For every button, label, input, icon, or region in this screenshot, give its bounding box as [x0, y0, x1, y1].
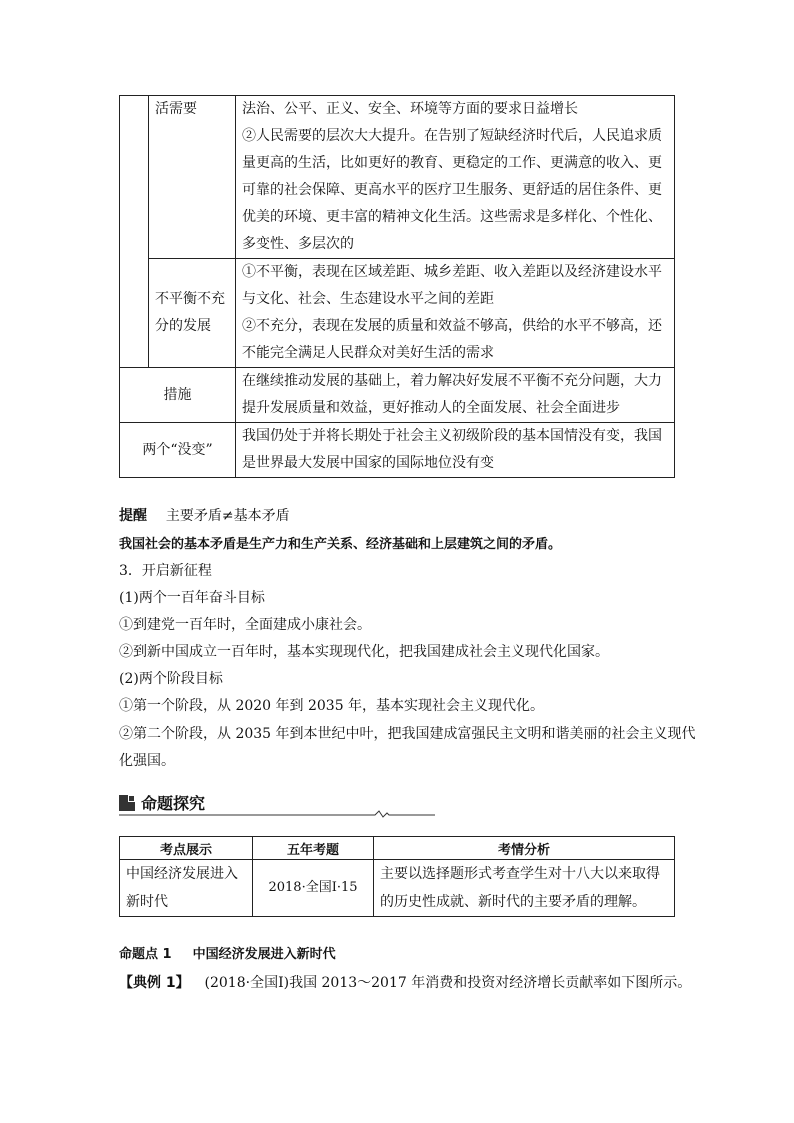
subheading: (2)两个阶段目标 [119, 671, 223, 687]
proposition-label: 命题点 1 [119, 947, 172, 962]
example-tag: 【典例 1】 [119, 975, 190, 991]
row-label [149, 96, 236, 259]
table-row [120, 96, 675, 259]
content-line: 在继续推动发展的基础上，着力解决好发展不平衡不充分问题，大力 [242, 373, 662, 389]
row-label [120, 368, 236, 423]
section-underline [119, 809, 439, 819]
content-line: ②不充分，表现在发展的质量和效益不够高，供给的水平不够高，还 [242, 318, 662, 334]
table-row [120, 860, 675, 917]
content-line: 提升发展质量和效益，更好推动人的全面发展、社会全面进步 [242, 400, 620, 416]
table-row [120, 259, 675, 368]
tip-line [119, 505, 290, 525]
row-label-text: 活需要 [155, 101, 197, 117]
section-header [119, 791, 439, 817]
content-line: 可靠的社会保障、更高水平的医疗卫生服务、更舒适的居住条件、更 [242, 182, 662, 198]
exploration-table [119, 836, 675, 917]
row-content [236, 259, 675, 368]
row-content [236, 423, 675, 478]
table-row [120, 423, 675, 478]
analysis-text: 主要以选择题形式考查学生对十八大以来取得 [380, 866, 660, 882]
row-content [236, 96, 675, 259]
contradiction-table [119, 95, 675, 478]
analysis-text: 的历史性成就、新时代的主要矛盾的理解。 [380, 894, 646, 910]
content-line: ②人民需要的层次大大提升。在告别了短缺经济时代后，人民追求质 [242, 128, 662, 144]
row-label [120, 423, 236, 478]
content-line: 我国仍处于并将长期处于社会主义初级阶段的基本国情没有变，我国 [242, 428, 662, 444]
tip-title: 主要矛盾≠基本矛盾 [165, 508, 290, 524]
content-line: 法治、公平、正义、安全、环境等方面的要求日益增长 [242, 101, 578, 117]
analysis-cell [374, 860, 675, 917]
column-header: 考点展示 [120, 837, 253, 860]
table-header-row [120, 837, 675, 860]
list-item: ②第二个阶段，从 2035 年到本世纪中叶，把我国建成富强民主文明和谐美丽的社会主义现代 [119, 726, 696, 742]
subheading: (1)两个一百年奋斗目标 [119, 590, 265, 606]
list-item: 化强国。 [119, 753, 175, 769]
content-line: 是世界最大发展中国家的国际地位没有变 [242, 455, 494, 471]
point-text: 新时代 [126, 894, 168, 910]
section-heading: 3．开启新征程 [119, 563, 212, 579]
row-label-text: 分的发展 [155, 318, 211, 334]
row-content [236, 368, 675, 423]
section-title: 命题探究 [141, 794, 206, 813]
column-header: 五年考题 [253, 837, 374, 860]
example-text: (2018·全国Ⅰ)我国 2013～2017 年消费和投资对经济增长贡献率如下图所示。 [204, 975, 692, 991]
tip-body: 我国社会的基本矛盾是生产力和生产关系、经济基础和上层建筑之间的矛盾。 [119, 537, 562, 552]
list-item: ①到建党一百年时，全面建成小康社会。 [119, 617, 371, 633]
content-line: 优美的环境、更丰富的精神文化生活。这些需求是多样化、个性化、 [242, 209, 662, 225]
row-label-text: 不平衡不充 [155, 291, 225, 307]
tip-label: 提醒 [119, 508, 147, 524]
exam-cell: 2018·全国Ⅰ·15 [253, 860, 374, 917]
point-cell [120, 860, 253, 917]
proposition-heading [119, 943, 336, 962]
content-line: 与文化、社会、生态建设水平之间的差距 [242, 291, 494, 307]
row-label [149, 259, 236, 368]
example-line [119, 972, 691, 992]
merged-left-cell [120, 96, 149, 368]
proposition-title: 中国经济发展进入新时代 [192, 947, 336, 962]
list-item: ②到新中国成立一百年时，基本实现现代化，把我国建成社会主义现代化国家。 [119, 644, 609, 660]
row-label-text: 两个“没变” [142, 441, 213, 458]
content-line: 多变性、多层次的 [242, 236, 354, 252]
column-header: 考情分析 [374, 837, 675, 860]
content-line: ①不平衡，表现在区域差距、城乡差距、收入差距以及经济建设水平 [242, 264, 662, 280]
list-item: ①第一个阶段，从 2020 年到 2035 年，基本实现社会主义现代化。 [119, 698, 545, 714]
table-row [120, 368, 675, 423]
point-text: 中国经济发展进入 [126, 866, 238, 882]
row-label-text: 措施 [163, 386, 192, 403]
content-line: 量更高的生活，比如更好的教育、更稳定的工作、更满意的收入、更 [242, 155, 662, 171]
content-line: 不能完全满足人民群众对美好生活的需求 [242, 345, 494, 361]
